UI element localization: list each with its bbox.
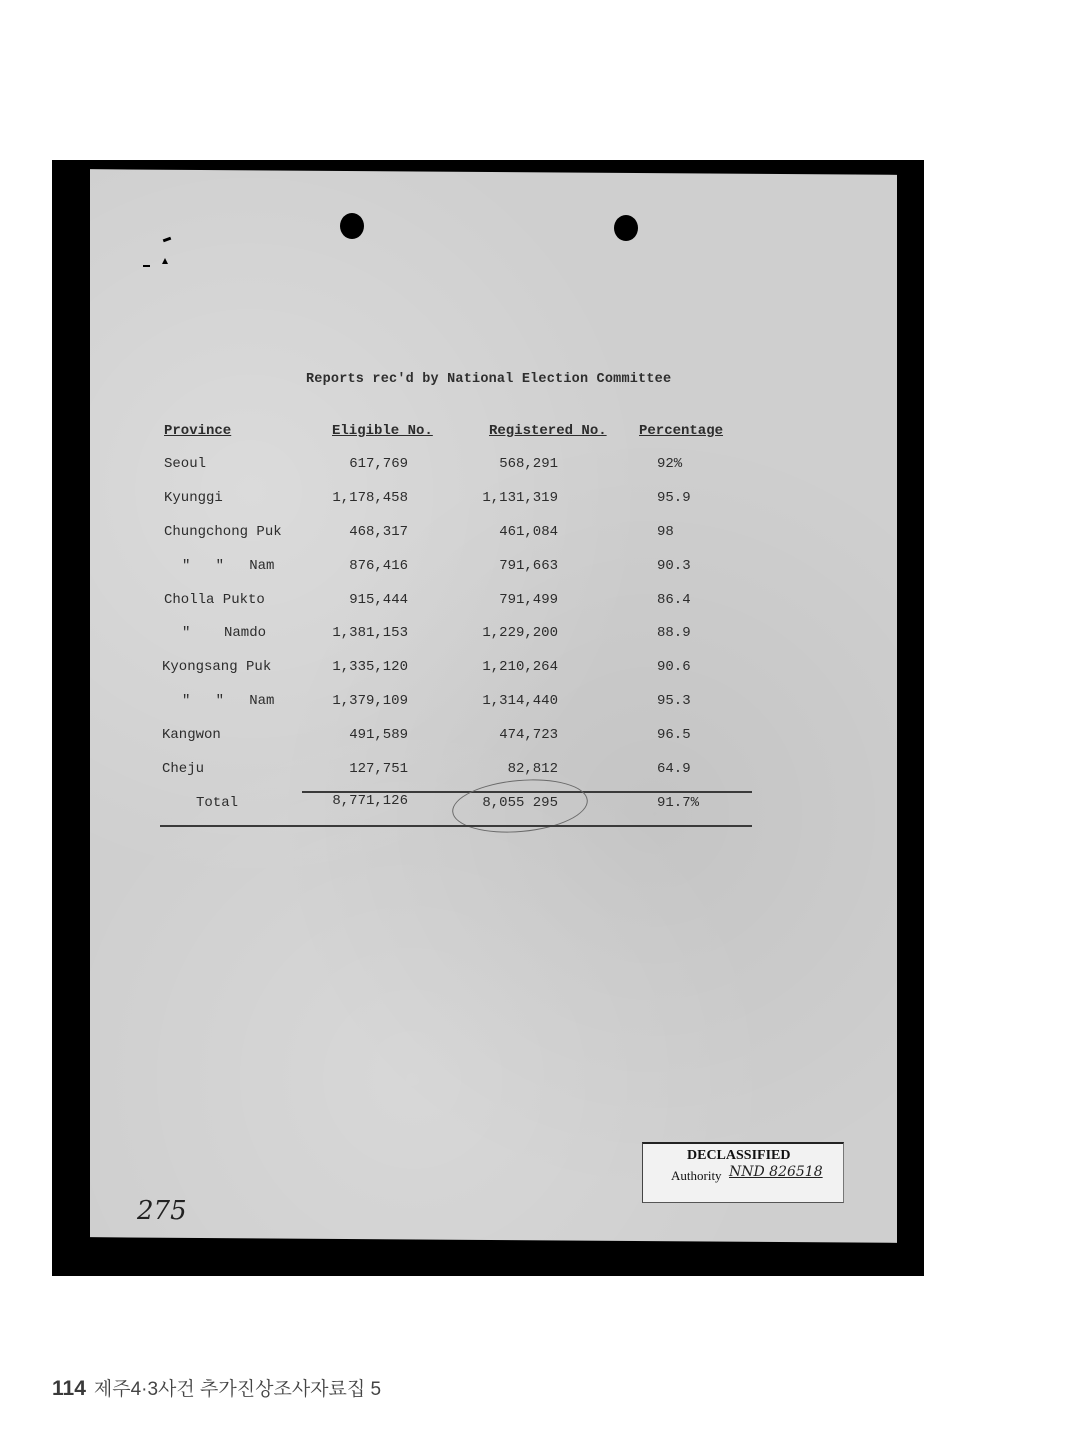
percentage-cell: 64.9 bbox=[657, 761, 691, 777]
total-eligible: 8,771,126 bbox=[332, 793, 408, 809]
declassified-stamp bbox=[642, 1142, 844, 1203]
province-cell: " Namdo bbox=[182, 625, 267, 641]
eligible-cell: 1,379,109 bbox=[332, 693, 408, 709]
registered-cell: 791,663 bbox=[499, 558, 558, 574]
registered-cell: 461,084 bbox=[499, 524, 558, 540]
province-cell: " " Nam bbox=[182, 558, 275, 574]
page-footer bbox=[52, 1374, 381, 1401]
total-percentage: 91.7% bbox=[657, 795, 700, 811]
province-cell: Cheju bbox=[162, 761, 205, 777]
eligible-cell: 1,381,153 bbox=[332, 625, 408, 641]
handwritten-page-number: 275 bbox=[137, 1196, 187, 1226]
registered-cell: 1,314,440 bbox=[482, 693, 558, 709]
registered-cell: 1,229,200 bbox=[482, 625, 558, 641]
registered-cell: 568,291 bbox=[499, 456, 558, 472]
stamp-title: DECLASSIFIED bbox=[687, 1148, 791, 1163]
eligible-cell: 468,317 bbox=[349, 524, 408, 540]
province-cell: Kyunggi bbox=[164, 490, 223, 506]
registered-cell: 791,499 bbox=[499, 592, 558, 608]
eligible-cell: 1,335,120 bbox=[332, 659, 408, 675]
stamp-authority-value: NND 826518 bbox=[729, 1164, 823, 1180]
registered-cell: 1,210,264 bbox=[482, 659, 558, 675]
province-cell: Seoul bbox=[164, 456, 207, 472]
province-cell: Kyongsang Puk bbox=[162, 659, 272, 675]
percentage-cell: 86.4 bbox=[657, 592, 691, 608]
column-header-province: Province bbox=[164, 423, 232, 439]
province-cell: Chungchong Puk bbox=[164, 524, 282, 540]
column-header-eligible: Eligible No. bbox=[332, 423, 433, 439]
footer-page-number: 114 bbox=[52, 1377, 86, 1400]
document-title: Reports rec'd by National Election Committee bbox=[306, 372, 672, 387]
bottom-rule bbox=[160, 825, 752, 827]
registered-cell: 82,812 bbox=[507, 761, 558, 777]
eligible-cell: 915,444 bbox=[349, 592, 408, 608]
eligible-cell: 876,416 bbox=[349, 558, 408, 574]
percentage-cell: 88.9 bbox=[657, 625, 691, 641]
total-label: Total bbox=[196, 795, 239, 811]
stamp-authority-label: Authority bbox=[671, 1168, 722, 1183]
province-cell: Cholla Pukto bbox=[164, 592, 265, 608]
registered-cell: 474,723 bbox=[499, 727, 558, 743]
handwritten-circle bbox=[450, 774, 590, 838]
footer-book-title: 제주4·3사건 추가진상조사자료집 5 bbox=[93, 1379, 382, 1400]
percentage-cell: 92% bbox=[657, 456, 683, 472]
eligible-cell: 491,589 bbox=[349, 727, 408, 743]
column-header-percentage: Percentage bbox=[639, 423, 724, 439]
column-header-registered: Registered No. bbox=[489, 423, 607, 439]
province-cell: Kangwon bbox=[162, 727, 221, 743]
percentage-cell: 95.3 bbox=[657, 693, 691, 709]
total-registered: 8,055 295 bbox=[482, 795, 558, 811]
registered-cell: 1,131,319 bbox=[482, 490, 558, 506]
percentage-cell: 90.3 bbox=[657, 558, 691, 574]
eligible-cell: 127,751 bbox=[349, 761, 408, 777]
province-cell: " " Nam bbox=[182, 693, 275, 709]
percentage-cell: 90.6 bbox=[657, 659, 691, 675]
percentage-cell: 96.5 bbox=[657, 727, 691, 743]
eligible-cell: 617,769 bbox=[349, 456, 408, 472]
percentage-cell: 98 bbox=[657, 524, 674, 540]
eligible-cell: 1,178,458 bbox=[332, 490, 408, 506]
percentage-cell: 95.9 bbox=[657, 490, 691, 506]
